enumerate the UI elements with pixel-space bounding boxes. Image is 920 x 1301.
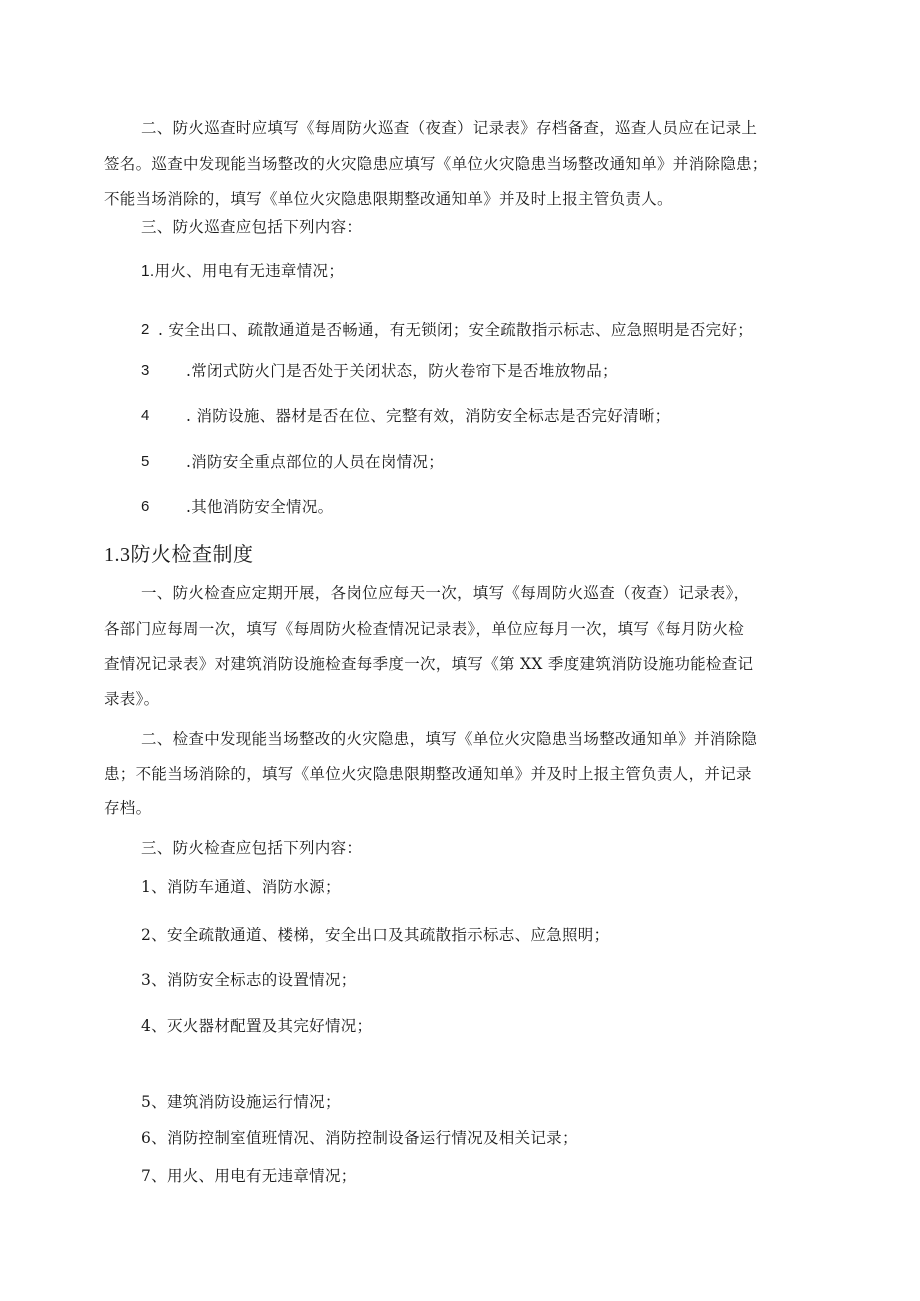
prev-item-5-text: .消防安全重点部位的人员在岗情况； (186, 453, 445, 471)
prev-item-6-text: .其他消防安全情况。 (186, 498, 334, 516)
section-heading-text: 防火检查制度 (130, 542, 254, 566)
para2-line-2: 患；不能当场消除的，填写《单位火灾隐患限期整改通知单》并及时上报主管负责人，并记录 (104, 765, 752, 783)
prev-para2-line-1: 二、防火巡查时应填写《每周防火巡查（夜查）记录表》存档备查，巡查人员应在记录上 (141, 119, 758, 137)
section-heading (104, 540, 254, 569)
check-item-3: 3、消防安全标志的设置情况； (141, 971, 357, 989)
check-item-5: 5、建筑消防设施运行情况； (141, 1093, 341, 1111)
check-item-6: 6、消防控制室值班情况、消防控制设备运行情况及相关记录； (141, 1129, 578, 1147)
prev-item-3-num: 3 (141, 362, 150, 379)
prev-item-2-num: 2 (141, 321, 150, 338)
check-item-1: 1、消防车通道、消防水源； (141, 878, 341, 896)
check-item-2: 2、安全疏散通道、楼梯，安全出口及其疏散指示标志、应急照明； (141, 926, 610, 944)
para1-line-3: 查情况记录表》对建筑消防设施检查每季度一次，填写《第 XX 季度建筑消防设施功能检查记 (104, 655, 754, 673)
prev-item-4-text: . 消防设施、器材是否在位、完整有效，消防安全标志是否完好清晰； (186, 407, 671, 425)
para2-line-1: 二、检查中发现能当场整改的火灾隐患，填写《单位火灾隐患当场整改通知单》并消除隐 (141, 730, 758, 748)
prev-para2-line-2: 签名。巡查中发现能当场整改的火灾隐患应填写《单位火灾隐患当场整改通知单》并消除隐患； (104, 155, 768, 173)
check-item-7: 7、用火、用电有无违章情况； (141, 1167, 357, 1185)
prev-item-3-text: .常闭式防火门是否处于关闭状态，防火卷帘下是否堆放物品； (186, 362, 618, 380)
para2-line-3: 存档。 (104, 799, 152, 817)
para1-line-2: 各部门应每周一次，填写《每周防火检查情况记录表》，单位应每月一次，填写《每月防火检 (104, 620, 745, 638)
prev-para3: 三、防火巡查应包括下列内容： (141, 218, 363, 236)
para1-line-4: 录表》。 (104, 690, 160, 708)
prev-item-4-num: 4 (141, 407, 150, 424)
prev-item-6-num: 6 (141, 498, 150, 515)
check-item-4: 4、灭火器材配置及其完好情况； (141, 1017, 373, 1035)
prev-item-5-num: 5 (141, 453, 150, 470)
prev-para2-line-3: 不能当场消除的，填写《单位火灾隐患限期整改通知单》并及时上报主管负责人。 (104, 190, 673, 208)
section-heading-number: 1.3 (104, 544, 131, 566)
para1-line-1: 一、防火检查应定期开展，各岗位应每天一次，填写《每周防火巡查（夜查）记录表》， (141, 584, 750, 602)
prev-item-2-text: . 安全出口、疏散通道是否畅通，有无锁闭；安全疏散指示标志、应急照明是否完好； (158, 321, 754, 339)
para3: 三、防火检查应包括下列内容： (141, 839, 363, 857)
prev-item-1 (141, 261, 344, 282)
prev-item-1-text: 用火、用电有无违章情况； (154, 262, 345, 280)
prev-item-1-num: 1. (141, 263, 155, 280)
